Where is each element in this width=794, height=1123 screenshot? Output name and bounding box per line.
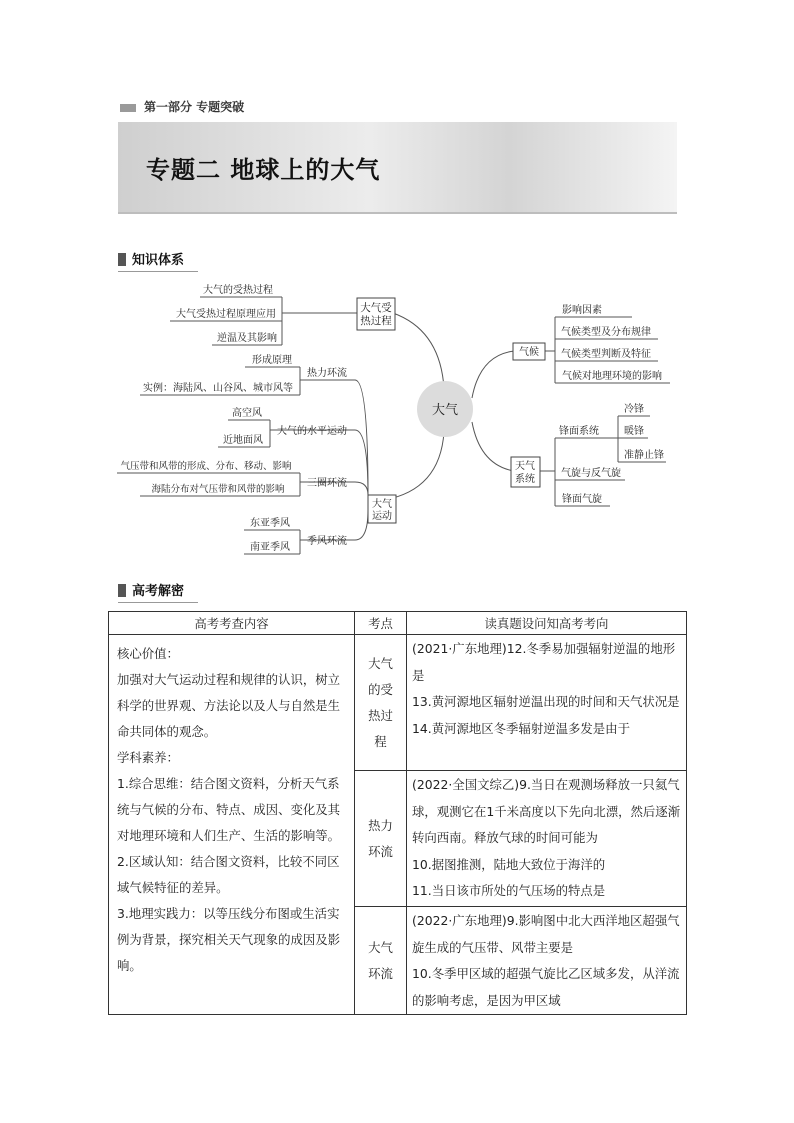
motion-label-line1: 大气 [372, 499, 392, 510]
table-row [109, 635, 687, 771]
section-underline [118, 602, 198, 603]
monsoon-item: 东亚季风 [250, 518, 290, 529]
heat-label-line2: 热过程 [360, 315, 392, 327]
topic-cell: 大气环流 [355, 907, 407, 1015]
section-square-icon [118, 253, 126, 266]
heat-label-line1: 大气受 [360, 302, 392, 314]
question-item: 10.冬季甲区域的超强气旋比乙区域多发，从洋流的影响考虑，是因为甲区域 [412, 966, 680, 1008]
thermal-item: 实例：海陆风、山谷风、城市风等 [143, 383, 293, 394]
heat-item: 逆温及其影响 [217, 333, 277, 344]
questions-cell [407, 635, 687, 771]
cyclone-item: 气旋与反气旋 [561, 468, 621, 479]
chapter-title: 专题二 地球上的大气 [146, 156, 381, 184]
connector-motion [384, 432, 444, 500]
weather-label-line1: 天气 [515, 461, 535, 472]
heat-item: 大气受热过程原理应用 [176, 309, 276, 320]
tricell-item: 海陆分布对气压带和风带的影响 [151, 484, 285, 495]
chapter-banner [118, 122, 677, 212]
center-label: 大气 [431, 403, 459, 418]
horizontal-item: 近地面风 [223, 435, 263, 446]
climate-item: 影响因素 [562, 305, 602, 316]
exam-content-cell [109, 635, 355, 1015]
motion-label-line2: 运动 [372, 511, 392, 522]
front-item: 暖锋 [624, 426, 644, 437]
question-item: 13.黄河源地区辐射逆温出现的时间和天气状况是 [412, 694, 680, 709]
literacy-item: 1.综合思维：结合图文资料，分析天气系统与气候的分布、特点、成因、变化及其对地理环境和人们生产、生活的影响等。 [117, 776, 341, 843]
topic-cell: 热力环流 [355, 771, 407, 907]
question-item: 11.当日该市所处的气压场的特点是 [412, 883, 606, 898]
banner-divider [118, 212, 677, 214]
part-label: 第一部分 专题突破 [120, 98, 244, 115]
core-value-label: 核心价值： [117, 646, 179, 661]
heat-item: 大气的受热过程 [203, 285, 273, 296]
section-square-icon [118, 584, 126, 597]
table-header: 高考考查内容 [109, 612, 355, 635]
front-label: 锋面系统 [559, 426, 599, 437]
literacy-label: 学科素养： [117, 750, 179, 765]
table-header: 读真题设问知高考考向 [407, 612, 687, 635]
climate-item: 气候类型判断及特征 [561, 349, 651, 360]
table-header: 考点 [355, 612, 407, 635]
question-item: (2022·广东地理)9.影响图中北大西洋地区超强气旋生成的气压带、风带主要是 [412, 913, 680, 955]
tricell-label: 三圈环流 [307, 478, 347, 489]
climate-item: 气候对地理环境的影响 [562, 371, 662, 382]
mindmap [0, 270, 794, 570]
topic-cell: 大气的受热过程 [355, 635, 407, 771]
front-item: 准静止锋 [624, 450, 664, 461]
connector-heat [393, 313, 444, 388]
questions-cell [407, 771, 687, 907]
monsoon-label: 季风环流 [307, 536, 347, 547]
monsoon-item: 南亚季风 [250, 542, 290, 553]
table-header-row [109, 612, 687, 635]
questions-cell [407, 907, 687, 1015]
horizontal-item: 高空风 [232, 408, 262, 419]
exam-table [108, 611, 687, 1015]
climate-item: 气候类型及分布规律 [561, 327, 651, 338]
section-exam-heading: 高考解密 [118, 580, 184, 599]
literacy-item: 3.地理实践力：以等压线分布图或生活实例为背景，探究相关天气现象的成因及影响。 [117, 906, 341, 973]
thermal-label: 热力环流 [307, 368, 347, 379]
question-item: (2022·全国文综乙)9.当日在观测场释放一只氦气球，观测它在1千米高度以下先向北漂，然后逐渐转向西南。释放气球的时间可能为 [412, 777, 681, 845]
horizontal-label: 大气的水平运动 [277, 426, 347, 437]
connector-weather [472, 422, 514, 471]
section-knowledge-heading: 知识体系 [118, 249, 184, 268]
frontal-cyclone-item: 锋面气旋 [562, 494, 602, 505]
question-item: (2021·广东地理)12.冬季易加强辐射逆温的地形是 [412, 641, 676, 683]
part-bar-icon [120, 104, 136, 112]
weather-label-line2: 系统 [515, 474, 535, 485]
literacy-item: 2.区域认知：结合图文资料，比较不同区域气候特征的差异。 [117, 854, 340, 895]
tricell-item: 气压带和风带的形成、分布、移动、影响 [120, 461, 292, 472]
thermal-item: 形成原理 [252, 355, 292, 366]
connector-climate [472, 351, 514, 398]
climate-label: 气候 [519, 347, 539, 358]
front-item: 冷锋 [624, 404, 644, 415]
question-item: 14.黄河源地区冬季辐射逆温多发是由于 [412, 720, 630, 736]
question-item: 10.据图推测，陆地大致位于海洋的 [412, 856, 606, 872]
core-value-text: 加强对大气运动过程和规律的认识，树立科学的世界观、方法论以及人与自然是生命共同体的观念。 [117, 672, 341, 739]
